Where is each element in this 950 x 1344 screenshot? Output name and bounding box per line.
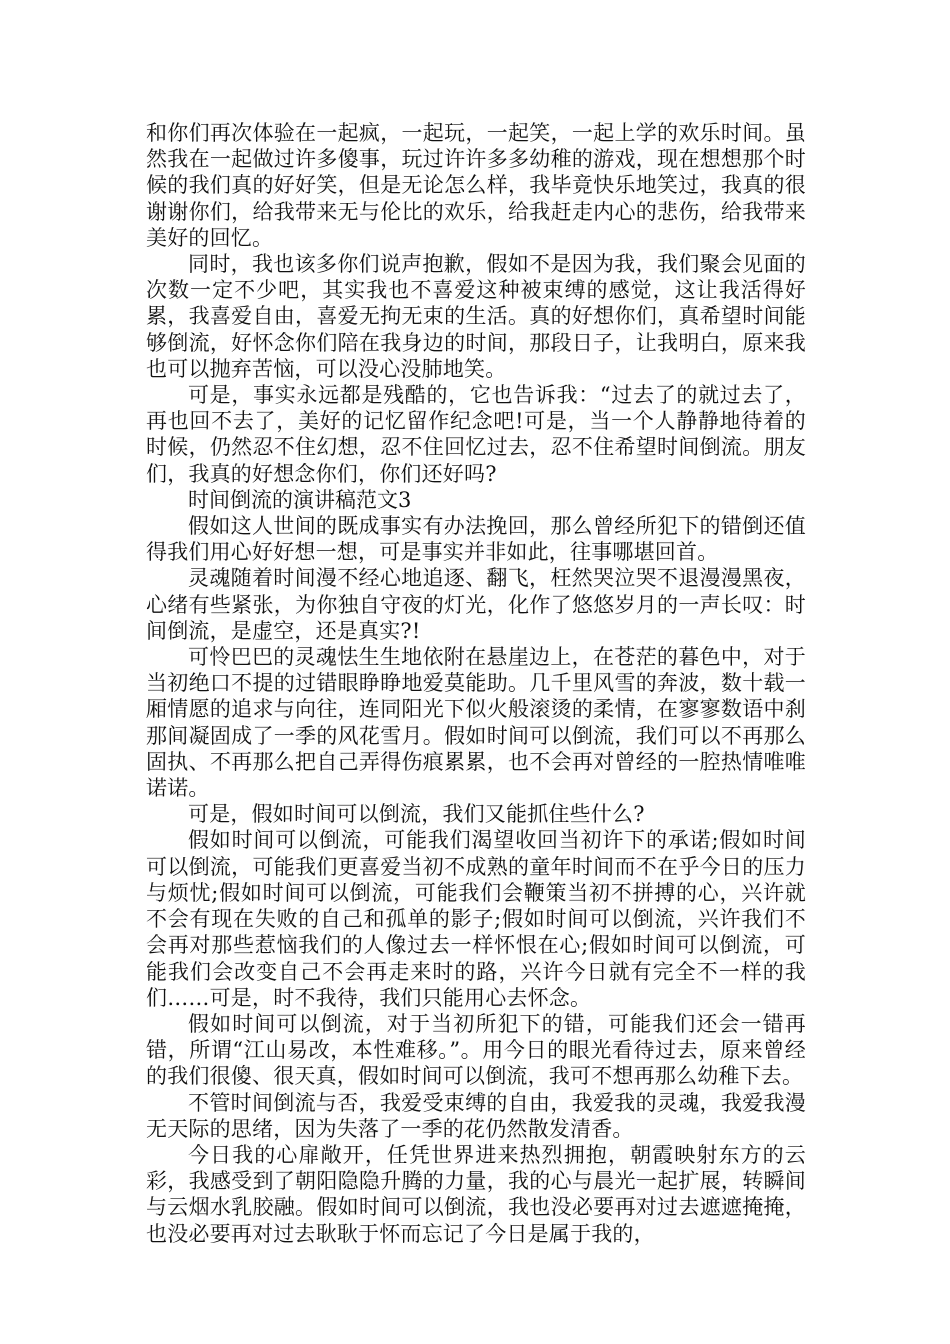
paragraph-9: 假如时间可以倒流，对于当初所犯下的错，可能我们还会一错再错，所谓“江山易改，本性难移。”。用今日的眼光看待过去，原来曾经的我们很傻、很天真，假如时间可以倒流，我可不想再那么幼稚下去。	[146, 1011, 806, 1089]
paragraph-2: 同时，我也该多你们说声抱歉，假如不是因为我，我们聚会见面的次数一定不少吧，其实我也不喜爱这种被束缚的感觉，这让我活得好累，我喜爱自由，喜爱无拘无束的生活。真的好想你们，真希望时间能够倒流，好怀念你们陪在我身边的时间，那段日子，让我明白，原来我也可以抛弃苦恼，可以没心没肺地笑。	[146, 252, 806, 381]
paragraph-7: 可是，假如时间可以倒流，我们又能抓住些什么?	[188, 802, 645, 827]
paragraph-10: 不管时间倒流与否，我爱受束缚的自由，我爱我的灵魂，我爱我漫无天际的思绪，因为失落了一季的花仍然散发清香。	[146, 1090, 806, 1141]
paragraph-11: 今日我的心扉敞开，任凭世界进来热烈拥抱，朝霞映射东方的云彩，我感受到了朝阳隐隐升腾的力量，我的心与晨光一起扩展，转瞬间与云烟水乳胶融。假如时间可以倒流，我也没必要再对过去遮遮掩掩，也没必要再对过去耿耿于怀而忘记了今日是属于我的，	[146, 1142, 806, 1246]
paragraph-1: 和你们再次体验在一起疯，一起玩，一起笑，一起上学的欢乐时间。虽然我在一起做过许多傻事，玩过许许多多幼稚的游戏，现在想想那个时候的我们真的好好笑，但是无论怎么样，我毕竟快乐地笑过，我真的很谢谢你们，给我带来无与伦比的欢乐，给我赶走内心的悲伤，给我带来美好的回忆。	[146, 121, 806, 250]
paragraph-5: 灵魂随着时间漫不经心地追逐、翻飞，枉然哭泣哭不退漫漫黑夜，心绪有些紧张，为你独自守夜的灯光，化作了悠悠岁月的一声长叹：时间倒流，是虚空，还是真实?!	[146, 566, 806, 643]
paragraph-4: 假如这人世间的既成事实有办法挽回，那么曾经所犯下的错倒还值得我们用心好好想一想，可是事实并非如此，往事哪堪回首。	[146, 514, 806, 565]
paragraph-8: 假如时间可以倒流，可能我们渴望收回当初许下的承诺;假如时间可以倒流，可能我们更喜爱当初不成熟的童年时间而不在乎今日的压力与烦忧;假如时间可以倒流，可能我们会鞭策当初不拼搏的心，兴许就不会有现在失败的自己和孤单的影子;假如时间可以倒流，兴许我们不会再对那些惹恼我们的人像过去一样怀恨在心;假如时间可以倒流，可能我们会改变自己不会再走来时的路，兴许今日就有完全不一样的我们……可是，时不我待，我们只能用心去怀念。	[146, 828, 806, 1010]
document-page	[146, 120, 806, 1247]
paragraph-6: 可怜巴巴的灵魂怯生生地依附在悬崖边上，在苍茫的暮色中，对于当初绝口不提的过错眼睁睁地爱莫能助。几千里风雪的奔波，数十载一厢情愿的追求与向往，连同阳光下似火般滚烫的柔情，在寥寥数语中刹那间凝固成了一季的风花雪月。假如时间可以倒流，我们可以不再那么固执、不再那么把自己弄得伤痕累累，也不会再对曾经的一腔热情唯唯诺诺。	[146, 645, 806, 801]
section-heading: 时间倒流的演讲稿范文3	[188, 487, 412, 512]
paragraph-3: 可是，事实永远都是残酷的，它也告诉我：“过去了的就过去了，再也回不去了，美好的记忆留作纪念吧!可是，当一个人静静地待着的时候，仍然忍不住幻想，忍不住回忆过去，忍不住希望时间倒流。朋友们，我真的好想念你们，你们还好吗?	[146, 383, 806, 486]
